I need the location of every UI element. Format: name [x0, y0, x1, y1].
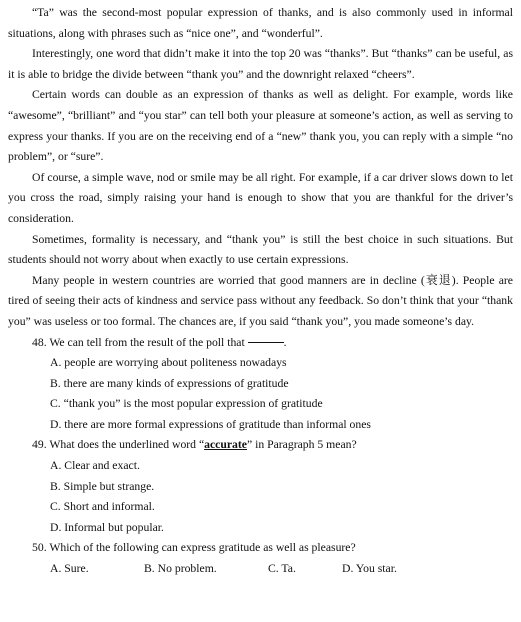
underlined-word: accurate	[204, 438, 247, 452]
question-48-text: 48. We can tell from the result of the poll that	[32, 335, 245, 349]
question-49-option-a: A. Clear and exact.	[50, 459, 140, 473]
question-48-stem	[8, 333, 513, 354]
paragraph-double-words: Certain words can double as an expression of thanks as well as delight. For example, words like “awesome”, “brilliant” and “you star” can tell both your pleasure at someone’s action, as well as serving to express your thanks. If you are on the receiving end of a “new” thank you, you can reply with a simple “no problem”, or “sure”.	[8, 88, 513, 164]
question-49-option-d: D. Informal but popular.	[50, 520, 164, 534]
question-50-stem: 50. Which of the following can express gratitude as well as pleasure?	[32, 541, 356, 555]
paragraph-gestures: Of course, a simple wave, nod or smile may be all right. For example, if a car driver slows down to let you cross the road, simply raising your hand is enough to show that you are thankful for the driver’s consideration.	[8, 170, 513, 225]
question-48-option-b: B. there are many kinds of expressions of gratitude	[50, 376, 289, 390]
question-48-option-d: D. there are more formal expressions of gratitude than informal ones	[50, 417, 371, 431]
question-50-options	[8, 559, 513, 580]
question-48-option-c: C. “thank you” is the most popular expression of gratitude	[50, 397, 323, 411]
answer-blank	[248, 342, 284, 343]
question-48-option-a: A. people are worrying about politeness nowadays	[50, 356, 287, 370]
question-48-period: .	[283, 335, 287, 349]
question-49-option-c: C. Short and informal.	[50, 500, 155, 514]
question-50-option-d: D. You star.	[342, 562, 397, 576]
question-50-option-c: C. Ta.	[268, 562, 296, 576]
paragraph-ta: “Ta” was the second-most popular expression of thanks, and is also commonly used in informal situations, along with phrases such as “nice one”, and “wonderful”.	[8, 6, 513, 40]
question-50-option-a: A. Sure.	[50, 562, 89, 576]
question-49-text-before: 49. What does the underlined word “	[32, 438, 205, 452]
question-49-text-after: ” in Paragraph 5 mean?	[246, 438, 357, 452]
paragraph-formality: Sometimes, formality is necessary, and “thank you” is still the best choice in such situations. But students should not worry about when exactly to use certain expressions.	[8, 232, 513, 267]
paragraph-manners: Many people in western countries are worried that good manners are in decline (衰退). People are tired of seeing their acts of kindness and service pass without any feedback. So don’t think that your “thank you” was useless or too formal. The chances are, if you said “thank you”, you made someone’s day.	[8, 273, 513, 328]
question-50-option-b: B. No problem.	[144, 562, 217, 576]
paragraph-thanks: Interestingly, one word that didn’t make it into the top 20 was “thanks”. But “thanks” can be useful, as it is able to bridge the divide between “thank you” and the downright relaxed “cheers”.	[8, 47, 513, 81]
question-49-option-b: B. Simple but strange.	[50, 479, 155, 493]
question-49-stem	[8, 435, 513, 456]
